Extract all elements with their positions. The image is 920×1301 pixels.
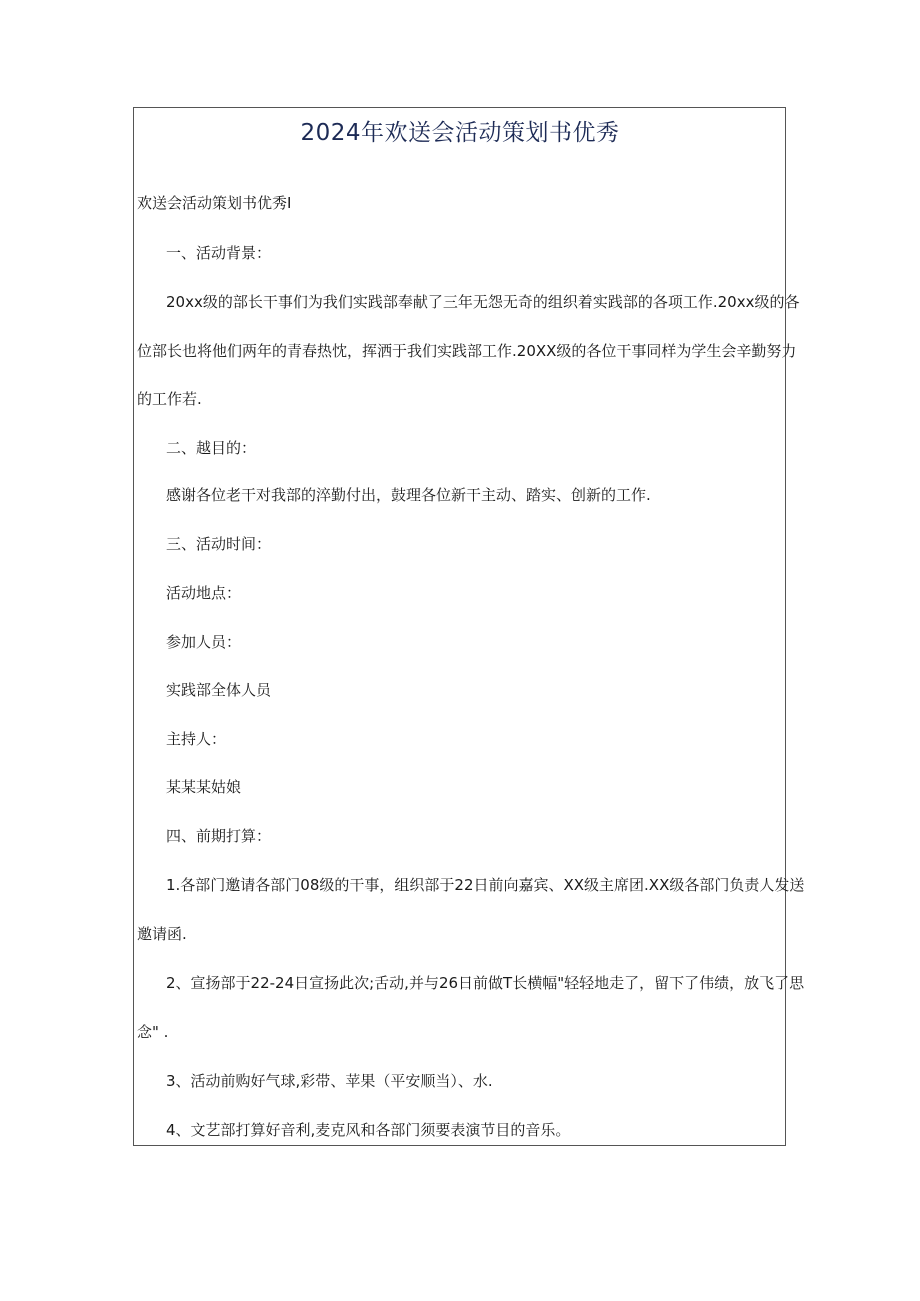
heading-time: 三、活动时间：: [166, 535, 272, 553]
list-item: 4、文艺部打算好音利,麦克风和各部门须要表演节目的音乐。: [166, 1121, 571, 1139]
list-item-continuation: 邀请函.: [137, 925, 187, 943]
section-heading: 欢送会活动策划书优秀I: [137, 194, 292, 212]
label-host: 主持人：: [166, 730, 227, 748]
paragraph-line: 的工作若.: [137, 390, 202, 408]
value-host: 某某某姑娘: [166, 778, 242, 796]
heading-background: 一、活动背景：: [166, 244, 272, 262]
paragraph-line: 位部长也将他们两年的青春热忱，挥洒于我们实践部工作.20XX级的各位干事同样为学生会辛勤努力: [137, 342, 797, 360]
paragraph-line: 20xx级的部长干事们为我们实践部奉献了三年无怨无奇的组织着实践部的各项工作.20xx级的各: [166, 293, 800, 311]
value-participants: 实践部全体人员: [166, 681, 272, 699]
list-item: 3、活动前购好气球,彩带、苹果（平安顺当）、水.: [166, 1072, 493, 1090]
list-item: 1.各部门邀请各部门08级的干事，组织部于22日前向嘉宾、XX级主席团.XX级各部门负责人发送: [166, 876, 805, 894]
list-item-continuation: 念" .: [137, 1023, 169, 1041]
list-item: 2、宣扬部于22-24日宣扬此次;舌动,并与26日前做T长横幅"轻轻地走了，留下了伟绩，放飞了思: [166, 974, 805, 992]
document-title: 2024年欢送会活动策划书优秀: [300, 120, 620, 146]
paragraph-line: 感谢各位老干对我部的淬勤付出，鼓理各位新干主动、踏实、创新的工作.: [166, 486, 651, 504]
label-location: 活动地点：: [166, 584, 242, 602]
heading-purpose: 二、越目的：: [166, 439, 257, 457]
label-participants: 参加人员：: [166, 633, 242, 651]
heading-preparation: 四、前期打算：: [166, 827, 272, 845]
